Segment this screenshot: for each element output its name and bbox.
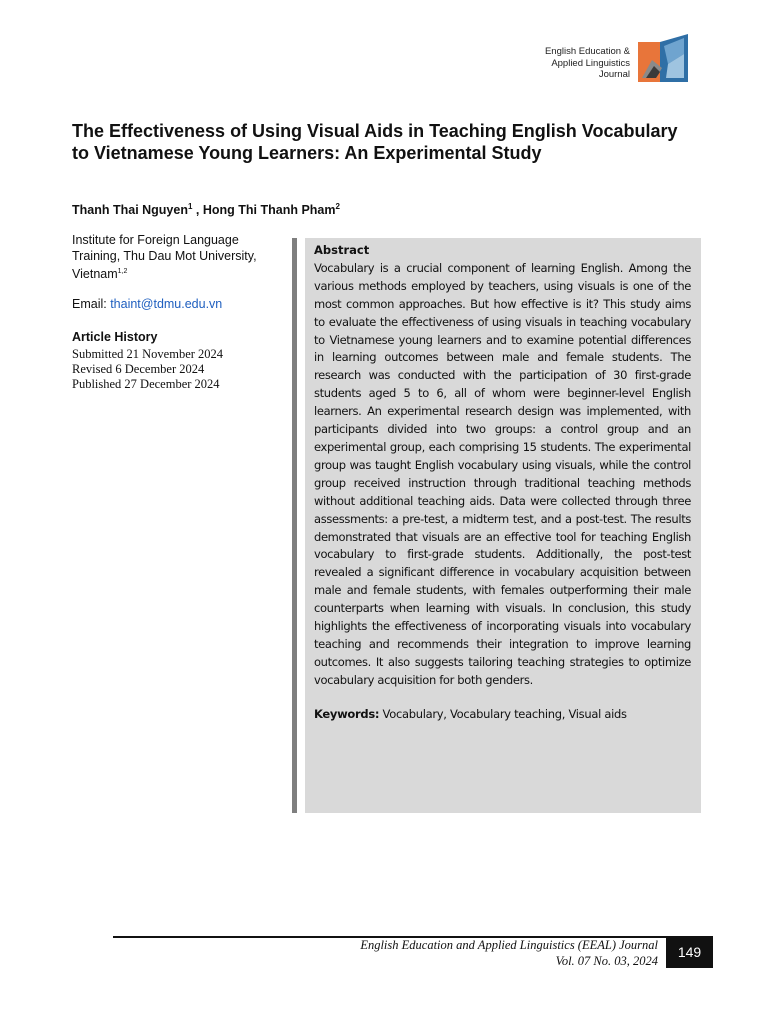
author-name: Hong Thi Thanh Pham: [202, 203, 336, 218]
author-sup: 1: [187, 202, 193, 211]
keywords-label: Keywords:: [314, 706, 380, 721]
abstract-side-bar: [292, 238, 297, 813]
author-separator: ,: [192, 203, 203, 218]
journal-name-header: [480, 46, 630, 81]
author-sup: 2: [335, 202, 340, 211]
paper-title: The Effectiveness of Using Visual Aids in Teaching English Vocabulary to Vietnamese Young Learners: An Experimental Study: [72, 121, 678, 163]
affiliation-sup: 1,2: [117, 268, 128, 275]
journal-header-line-3: Journal: [598, 69, 630, 80]
keywords-text: Vocabulary, Vocabulary teaching, Visual aids: [382, 706, 627, 721]
email-link[interactable]: thaint@tdmu.edu.vn: [110, 297, 223, 311]
footer-journal-name: English Education and Applied Linguistics (EEAL) Journal: [360, 938, 658, 952]
abstract-box: [305, 238, 701, 813]
history-published: Published 27 December 2024: [72, 377, 220, 391]
journal-logo-icon: [638, 34, 688, 82]
history-submitted: Submitted 21 November 2024: [72, 347, 224, 361]
affiliation: [72, 233, 288, 283]
abstract-text: Vocabulary is a crucial component of learning English. Among the various methods employed by teachers, using visuals is one of the most common approaches. But how effective is it? This study aims to evaluate the effectiveness of using visuals in teaching vocabulary to Vietnamese young learners and to examine potential differences in learning outcomes between male and female students. The research was conducted with the participation of 30 first-grade students aged 5 to 6, all of whom were beginner-level English learners. An experimental research design was implemented, with participants divided into two groups: a control group and an experimental group, each comprising 15 students. The experimental group was taught English vocabulary using visuals, while the control group received instruction through traditional teaching methods without additional teaching aids. Data were collected through three assessments: a pre-test, a midterm test, and a post-test. The results demonstrated that visuals are an effective tool for teaching English vocabulary to first-grade students. Additionally, the post-test revealed a significant difference in vocabulary acquisition between male and female students, with females outperforming their male counterparts when learning with visuals. In conclusion, this study highlights the effectiveness of incorporating visuals into vocabulary teaching and recommends their integration to improve learning outcomes. It also suggests tailoring teaching strategies to optimize vocabulary acquisition for both genders.: [314, 260, 691, 687]
journal-header-line-2: Applied Linguistics: [551, 57, 630, 69]
page-number: 149: [666, 938, 713, 968]
email-label: Email:: [72, 297, 111, 311]
footer-citation: [300, 938, 658, 969]
footer-volume: Vol. 07 No. 03, 2024: [555, 953, 658, 968]
author-list: [72, 202, 340, 217]
article-history-title: Article History: [72, 330, 158, 344]
author-name: Thanh Thai Nguyen: [72, 203, 188, 218]
email-line: [72, 297, 222, 311]
article-history: [72, 347, 223, 392]
abstract-heading: Abstract: [314, 243, 370, 257]
history-revised: Revised 6 December 2024: [72, 362, 205, 376]
affiliation-text: Institute for Foreign Language Training, Thu Dau Mot University, Vietnam: [72, 233, 257, 282]
keywords-line: [314, 706, 691, 724]
journal-header-line-1: English Education &: [544, 46, 630, 57]
